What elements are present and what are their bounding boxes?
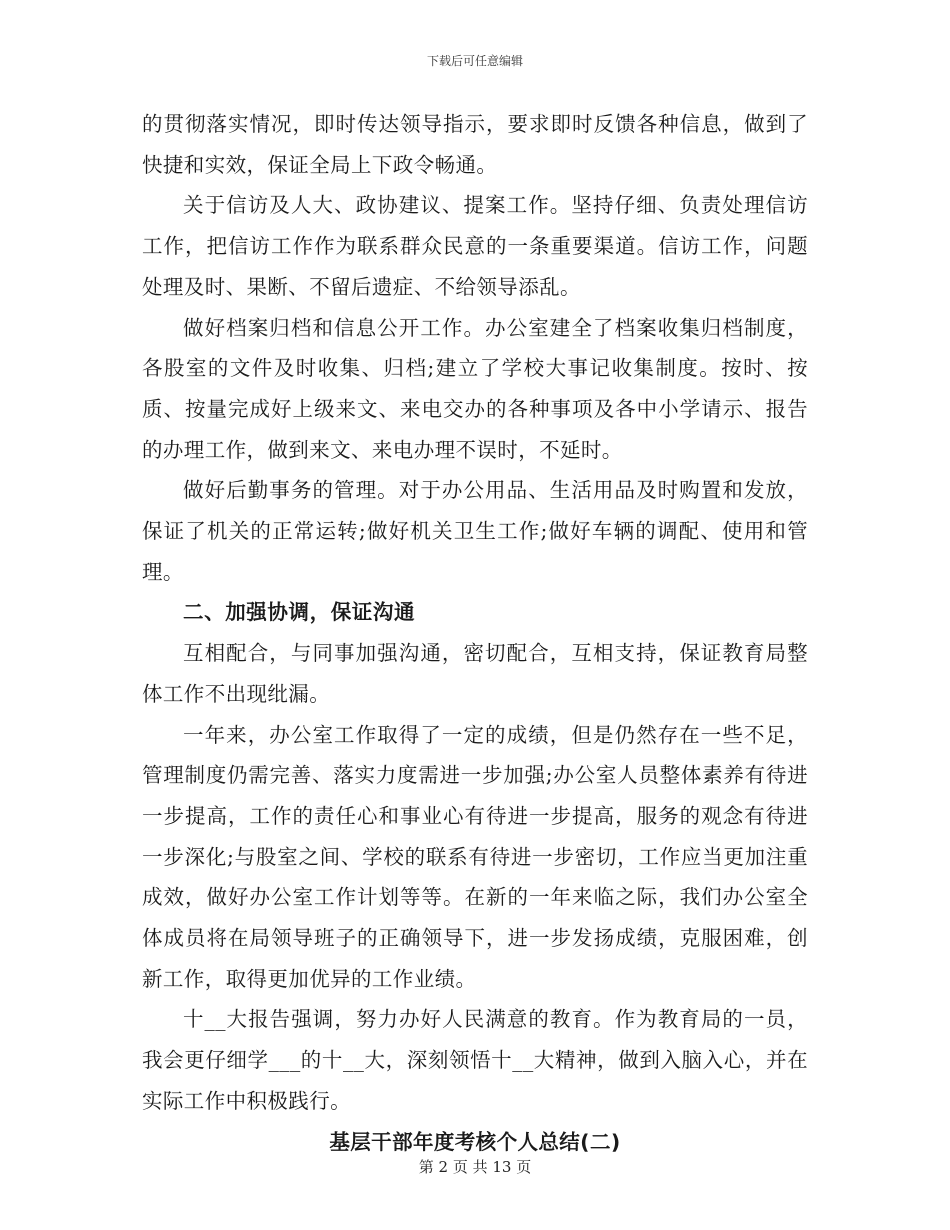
paragraph-cooperation: 互相配合，与同事加强沟通，密切配合，互相支持，保证教育局整体工作不出现纰漏。 (142, 641, 808, 706)
paragraph-report: 十__大报告强调，努力办好人民满意的教育。作为教育局的一员，我会更仔细学___的十__大，深刻领悟十__大精神，做到入脑入心，并在实际工作中积极践行。 (142, 1007, 808, 1113)
paragraph-year-review: 一年来，办公室工作取得了一定的成绩，但是仍然存在一些不足，管理制度仍需完善、落实力度需进一步加强;办公室人员整体素养有待进一步提高，工作的责任心和事业心有待进一步提高，服务的观念有待进一步深化;与股室之间、学校的联系有待进一步密切，工作应当更加注重成效，做好办公室工作计划等等。在新的一年来临之际，我们办公室全体成员将在局领导班子的正确领导下，进一步发扬成绩，克服困难，创新工作，取得更加优异的工作业绩。 (142, 722, 808, 991)
next-document-title: 基层干部年度考核个人总结(二) (329, 1129, 621, 1154)
document-body (142, 104, 808, 1162)
paragraph-continuation: 的贯彻落实情况，即时传达领导指示，要求即时反馈各种信息，做到了快捷和实效，保证全局上下政令畅通。 (142, 112, 808, 177)
header-note: 下载后可任意编辑 (426, 54, 523, 68)
paragraph-archives: 做好档案归档和信息公开工作。办公室建全了档案收集归档制度，各股室的文件及时收集、归档;建立了学校大事记收集制度。按时、按质、按量完成好上级来文、来电交办的各种事项及各中小学请示、报告的办理工作，做到来文、来电办理不误时，不延时。 (142, 315, 808, 462)
section-heading: 二、加强协调，保证沟通 (183, 600, 416, 625)
page-number: 第 2 页 共 13 页 (418, 1158, 532, 1176)
paragraph-petitions: 关于信访及人大、政协建议、提案工作。坚持仔细、负责处理信访工作，把信访工作作为联系群众民意的一条重要渠道。信访工作，问题处理及时、果断、不留后遗症、不给领导添乱。 (142, 193, 808, 299)
paragraph-logistics: 做好后勤事务的管理。对于办公用品、生活用品及时购置和发放，保证了机关的正常运转;做好机关卫生工作;做好车辆的调配、使用和管理。 (142, 478, 808, 584)
